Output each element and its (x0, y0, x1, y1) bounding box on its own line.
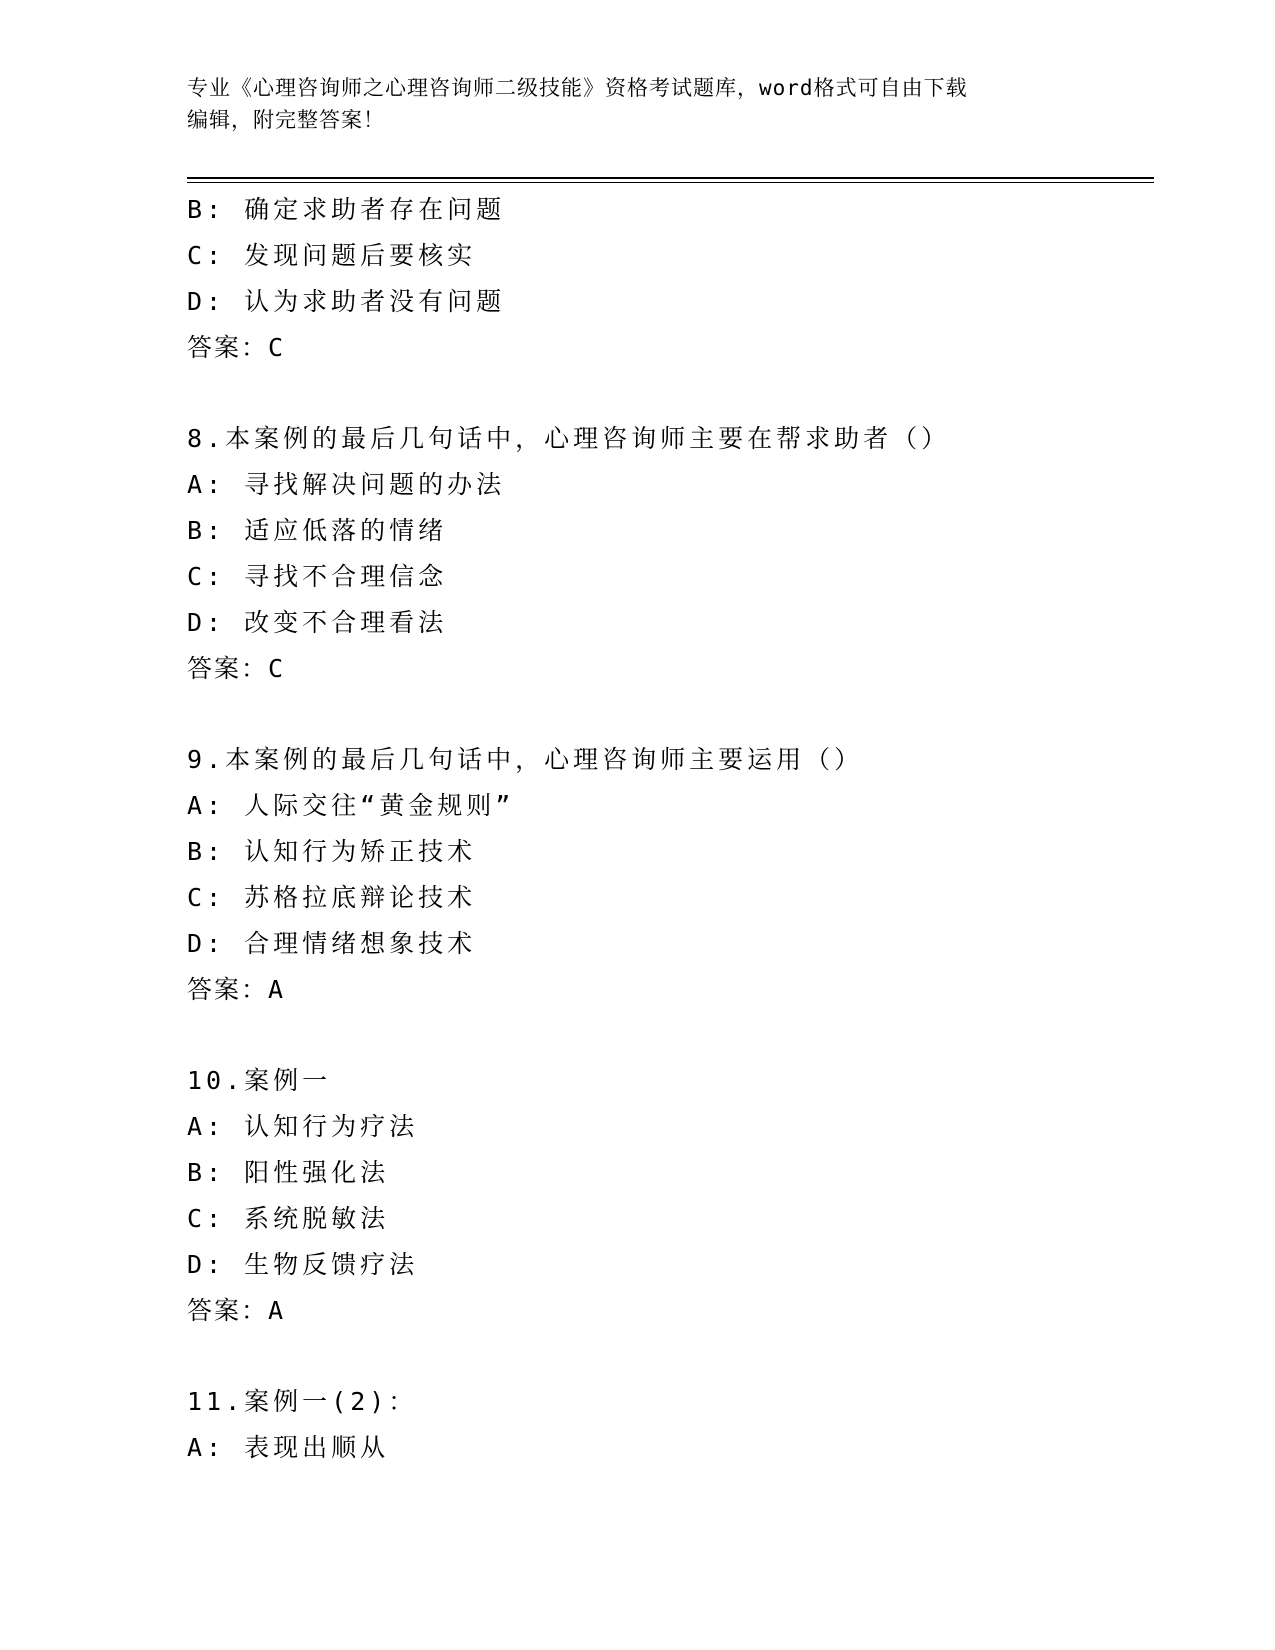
option-c: C: 寻找不合理信念 (187, 562, 448, 591)
option-c: C: 苏格拉底辩论技术 (187, 883, 477, 912)
answer: 答案：C (187, 654, 286, 683)
option-a: A: 认知行为疗法 (187, 1112, 419, 1141)
question-11 (187, 1379, 1147, 1471)
answer: 答案：A (187, 975, 286, 1004)
header-divider-thin (187, 182, 1154, 183)
option-d: D: 生物反馈疗法 (187, 1250, 419, 1279)
option-d: D: 合理情绪想象技术 (187, 929, 477, 958)
header-divider-thick (187, 177, 1154, 179)
option-b: B: 认知行为矫正技术 (187, 837, 477, 866)
question-stem: 9.本案例的最后几句话中，心理咨询师主要运用（） (187, 745, 864, 774)
answer: 答案：C (187, 333, 286, 362)
header-line-2: 编辑，附完整答案！ (187, 108, 385, 132)
question-stem: 10.案例一 (187, 1066, 332, 1095)
document-header (187, 72, 1087, 136)
option-a: A: 寻找解决问题的办法 (187, 470, 506, 499)
question-9 (187, 737, 1147, 1013)
option-d: D: 改变不合理看法 (187, 608, 448, 637)
question-stem: 8.本案例的最后几句话中，心理咨询师主要在帮求助者（） (187, 424, 951, 453)
option-c: C: 发现问题后要核实 (187, 241, 477, 270)
question-7 (187, 187, 1147, 371)
header-line-1: 专业《心理咨询师之心理咨询师二级技能》资格考试题库，word格式可自由下载 (187, 76, 968, 100)
option-d: D: 认为求助者没有问题 (187, 287, 506, 316)
question-10 (187, 1058, 1147, 1334)
option-b: B: 确定求助者存在问题 (187, 195, 506, 224)
option-b: B: 适应低落的情绪 (187, 516, 448, 545)
option-b: B: 阳性强化法 (187, 1158, 390, 1187)
question-stem: 11.案例一(2)： (187, 1387, 418, 1416)
answer: 答案：A (187, 1296, 286, 1325)
option-a: A: 人际交往“黄金规则” (187, 791, 515, 820)
question-list (187, 187, 1147, 1471)
option-a: A: 表现出顺从 (187, 1433, 390, 1462)
option-c: C: 系统脱敏法 (187, 1204, 390, 1233)
question-8 (187, 416, 1147, 692)
